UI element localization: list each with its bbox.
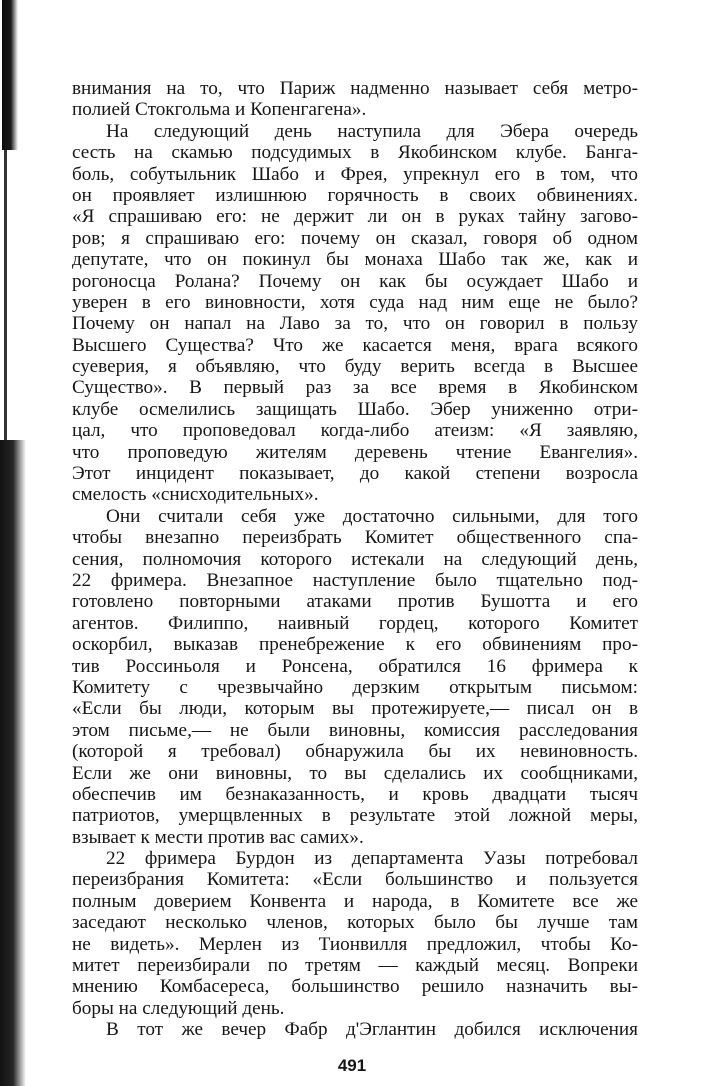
text-line: что проповедую жителям деревень чтение Евангелия». xyxy=(72,441,638,463)
text-line: тив Россиньоля и Ронсена, обратился 16 фримера к xyxy=(72,655,638,677)
text-line: уверен в его виновности, хотя суда над ним еще не было? xyxy=(72,291,638,313)
text-line: готовлено повторными атаками против Бушотта и его xyxy=(72,591,638,613)
paragraph xyxy=(72,121,638,506)
scan-shadow-thin xyxy=(4,150,7,440)
text-line: депутате, что он покинул бы монаха Шабо так же, как и xyxy=(72,249,638,271)
paragraph xyxy=(72,506,638,848)
text-line: переизбрания Комитета: «Если большинство и пользуется xyxy=(72,869,638,891)
page-body xyxy=(72,78,638,1041)
text-line: этом письме,— не были виновны, комиссия расследования xyxy=(72,719,638,741)
text-line: боры на следующий день. xyxy=(72,997,285,1019)
text-line: Почему он напал на Лаво за то, что он говорил в пользу xyxy=(72,313,638,335)
text-line: смелость «снисходительных». xyxy=(72,484,319,506)
text-line: На следующий день наступила для Эбера очередь xyxy=(106,120,638,142)
paragraph xyxy=(72,78,638,121)
text-line: В тот же вечер Фабр д'Эглантин добился исключения xyxy=(106,1019,638,1041)
paragraph xyxy=(72,848,638,1019)
text-line: обеспечив им безнаказанность, и кровь двадцати тысяч xyxy=(72,783,638,805)
text-line: Если же они виновны, то вы сделались их сообщниками, xyxy=(72,762,638,784)
text-line: (которой я требовал) обнаружила бы их невиновность. xyxy=(72,741,638,763)
text-line: Высшего Существа? Что же касается меня, врага всякого xyxy=(72,334,638,356)
text-line: сения, полномочия которого истекали на следующий день, xyxy=(72,548,638,570)
text-line: рогоносца Ролана? Почему он как бы осуждает Шабо и xyxy=(72,270,638,292)
text-line: полией Стокгольма и Копенгагена». xyxy=(72,99,367,121)
page-number: 491 xyxy=(337,1056,367,1075)
scan-shadow-binding xyxy=(0,440,26,1086)
text-line: оскорбил, выказав пренебрежение к его обвинениям про- xyxy=(72,634,638,656)
paragraph xyxy=(72,1019,638,1040)
text-line: агентов. Филиппо, наивный гордец, которого Комитет xyxy=(72,612,638,634)
text-line: суеверия, я объявляю, что буду верить всегда в Высшее xyxy=(72,356,638,378)
text-line: боль, собутыльник Шабо и Фрея, упрекнул его в том, что xyxy=(72,163,638,185)
text-line: ров; я спрашиваю его: почему он сказал, говоря об одном xyxy=(72,227,638,249)
text-line: взывает к мести против вас самих». xyxy=(72,826,364,848)
text-line: 22 фримера. Внезапное наступление было тщательно под- xyxy=(72,569,638,591)
text-line: митет переизбирали по третям — каждый месяц. Вопреки xyxy=(72,955,638,977)
text-line: не видеть». Мерлен из Тионвилля предложил, чтобы Ко- xyxy=(72,933,638,955)
text-line: внимания на то, что Париж надменно называет себя метро- xyxy=(72,78,638,99)
text-line: заседают несколько членов, которых было бы лучше там xyxy=(72,912,638,934)
text-line: «Если бы люди, которым вы протежируете,— писал он в xyxy=(72,698,638,720)
text-line: патриотов, умерщвленных в результате этой ложной меры, xyxy=(72,805,638,827)
text-line: Комитету с чрезвычайно дерзким открытым письмом: xyxy=(72,676,638,698)
text-line: Существо». В первый раз за все время в Якобинском xyxy=(72,377,638,399)
scan-shadow-top xyxy=(2,0,18,150)
text-line: цал, что проповедовал когда-либо атеизм: «Я заявляю, xyxy=(72,420,638,442)
text-line: он проявляет излишнюю горячность в своих обвинениях. xyxy=(72,184,638,206)
text-line: клубе осмелились защищать Шабо. Эбер униженно отри- xyxy=(72,398,638,420)
text-line: Они считали себя уже достаточно сильными, для того xyxy=(106,505,638,527)
text-line: мнению Комбасереса, большинство решило назначить вы- xyxy=(72,976,638,998)
text-line: полным доверием Конвента и народа, в Комитете все же xyxy=(72,890,638,912)
text-line: 22 фримера Бурдон из департамента Уазы потребовал xyxy=(106,848,638,870)
text-line: «Я спрашиваю его: не держит ли он в руках тайну загово- xyxy=(72,206,638,228)
text-line: сесть на скамью подсудимых в Якобинском клубе. Банга- xyxy=(72,142,638,164)
text-line: Этот инцидент показывает, до какой степени возросла xyxy=(72,463,638,485)
text-line: чтобы внезапно переизбрать Комитет общественного спа- xyxy=(72,527,638,549)
